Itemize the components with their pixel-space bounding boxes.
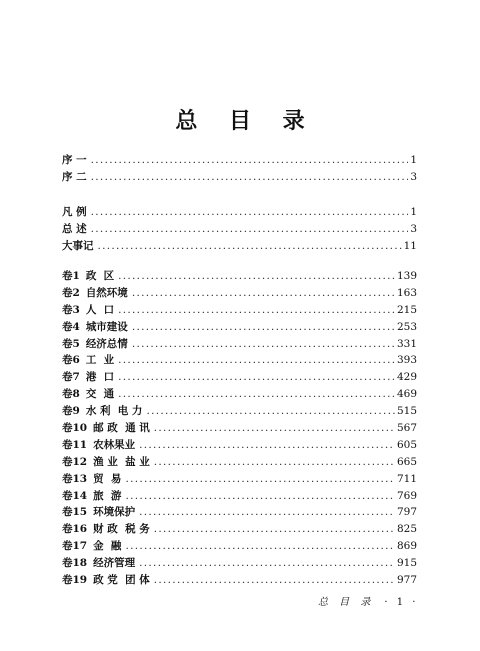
volume-title: 经济总情: [85, 337, 128, 350]
volume-number: 卷1: [62, 270, 80, 282]
toc-entry-volume[interactable]: [62, 285, 417, 302]
toc-entry[interactable]: [62, 152, 417, 169]
toc-entry[interactable]: [62, 169, 417, 186]
toc-entry-volume[interactable]: [62, 488, 417, 505]
toc-entry-volume[interactable]: [62, 336, 417, 353]
dot-leader: [132, 336, 395, 353]
volume-title: 政 党 团 体: [93, 574, 150, 587]
volume-title: 渔 业 盐 业: [93, 455, 150, 468]
volume-number: 卷10: [62, 422, 88, 435]
dot-leader: [91, 152, 409, 169]
volume-page: 825: [396, 523, 417, 536]
dot-leader: [154, 521, 395, 538]
volume-title: 环境保护: [93, 506, 136, 519]
volume-title: 政 区: [85, 270, 115, 282]
toc-entry-volume[interactable]: [62, 302, 417, 319]
volume-number: 卷14: [62, 489, 88, 502]
volume-title: 工 业: [85, 354, 115, 367]
entry-page: 1: [410, 206, 417, 218]
page-title: 总 目 录: [175, 108, 317, 134]
volume-number: 卷17: [62, 540, 88, 553]
footer-label: 总 目 录: [318, 597, 375, 608]
volume-page: 429: [396, 371, 417, 384]
volume-page: 977: [396, 574, 417, 587]
volume-number: 卷16: [62, 523, 88, 536]
volume-page: 605: [396, 438, 417, 451]
toc-entry[interactable]: [62, 238, 417, 255]
volume-title: 水 利 电 力: [85, 405, 143, 418]
volume-title: 金 融: [93, 540, 122, 553]
volume-number: 卷15: [62, 506, 88, 519]
dot-leader: [118, 268, 395, 285]
volume-number: 卷11: [62, 438, 88, 451]
toc-entry-volume[interactable]: [62, 572, 417, 589]
volume-number: 卷18: [62, 557, 88, 570]
toc-front-matter: [62, 152, 417, 186]
entry-page: 3: [410, 223, 417, 235]
toc-entry-volume[interactable]: [62, 471, 417, 488]
dot-leader: [118, 302, 395, 319]
dot-leader: [91, 204, 409, 221]
toc-volumes: [62, 268, 417, 589]
toc-general: [62, 204, 417, 255]
volume-number: 卷4: [62, 320, 80, 333]
dot-leader: [139, 504, 395, 521]
toc-entry-volume[interactable]: [62, 454, 417, 471]
volume-title: 财 政 税 务: [93, 523, 150, 536]
toc-entry-volume[interactable]: [62, 555, 417, 572]
volume-title: 贸 易: [93, 472, 122, 485]
dot-leader: [146, 403, 395, 420]
volume-number: 卷5: [62, 337, 80, 350]
toc-entry[interactable]: [62, 204, 417, 221]
dot-leader: [125, 538, 395, 555]
volume-number: 卷7: [62, 371, 80, 384]
dot-leader: [154, 572, 395, 589]
volume-number: 卷8: [62, 388, 80, 401]
dot-leader: [91, 169, 409, 186]
dot-leader: [91, 221, 409, 238]
volume-title: 人 口: [85, 303, 115, 316]
dot-leader: [154, 454, 395, 471]
dot-leader: [125, 488, 395, 505]
volume-page: 915: [396, 557, 417, 570]
dot-leader: [118, 352, 395, 369]
volume-title: 邮 政 通 讯: [93, 422, 150, 435]
volume-title: 交 通: [85, 388, 115, 401]
dot-leader: [132, 319, 395, 336]
toc-entry-volume[interactable]: [62, 386, 417, 403]
dot-leader: [132, 285, 395, 302]
toc-entry-volume[interactable]: [62, 369, 417, 386]
entry-page: 11: [403, 240, 417, 252]
toc-entry-volume[interactable]: [62, 437, 417, 454]
entry-label: 序 二: [62, 171, 87, 183]
volume-page: 797: [396, 506, 417, 519]
toc-entry[interactable]: [62, 221, 417, 238]
toc-entry-volume[interactable]: [62, 504, 417, 521]
volume-page: 331: [396, 337, 417, 350]
volume-title: 经济管理: [93, 557, 136, 570]
toc-entry-volume[interactable]: [62, 352, 417, 369]
volume-number: 卷3: [62, 303, 80, 316]
dot-leader: [154, 420, 395, 437]
page-footer: [318, 593, 418, 608]
volume-page: 163: [396, 286, 417, 299]
volume-page: 665: [396, 455, 417, 468]
dot-leader: [118, 386, 395, 403]
volume-number: 卷9: [62, 405, 80, 418]
volume-number: 卷6: [62, 354, 80, 367]
volume-number: 卷12: [62, 455, 88, 468]
volume-page: 215: [396, 303, 417, 316]
volume-page: 769: [396, 489, 417, 502]
volume-title: 自然环境: [85, 286, 128, 299]
volume-page: 869: [396, 540, 417, 553]
volume-page: 393: [396, 354, 417, 367]
volume-page: 469: [396, 388, 417, 401]
entry-label: 序 一: [62, 154, 87, 166]
volume-title: 城市建设: [85, 320, 128, 333]
toc-entry-volume[interactable]: [62, 319, 417, 336]
volume-number: 卷19: [62, 574, 88, 587]
volume-page: 711: [396, 472, 417, 485]
toc-entry-volume[interactable]: [62, 268, 417, 285]
dot-leader: [125, 471, 395, 488]
volume-number: 卷2: [62, 286, 80, 299]
dot-leader: [98, 238, 402, 255]
entry-label: 凡 例: [62, 206, 87, 218]
volume-title: 农林果业: [93, 438, 136, 451]
volume-page: 515: [396, 405, 417, 418]
toc-entry-volume[interactable]: [62, 538, 417, 555]
entry-label: 大事记: [62, 240, 94, 252]
dot-leader: [139, 437, 395, 454]
dot-leader: [139, 555, 395, 572]
volume-number: 卷13: [62, 472, 88, 485]
volume-page: 253: [396, 320, 417, 333]
toc-entry-volume[interactable]: [62, 521, 417, 538]
footer-page-number: · 1 ·: [384, 597, 419, 608]
entry-page: 1: [410, 154, 417, 166]
entry-label: 总 述: [62, 223, 87, 235]
volume-page: 567: [396, 422, 417, 435]
entry-page: 3: [410, 171, 417, 183]
volume-title: 旅 游: [93, 489, 122, 502]
volume-page: 139: [396, 270, 417, 282]
dot-leader: [118, 369, 395, 386]
volume-title: 港 口: [85, 371, 115, 384]
toc-entry-volume[interactable]: [62, 420, 417, 437]
toc-entry-volume[interactable]: [62, 403, 417, 420]
